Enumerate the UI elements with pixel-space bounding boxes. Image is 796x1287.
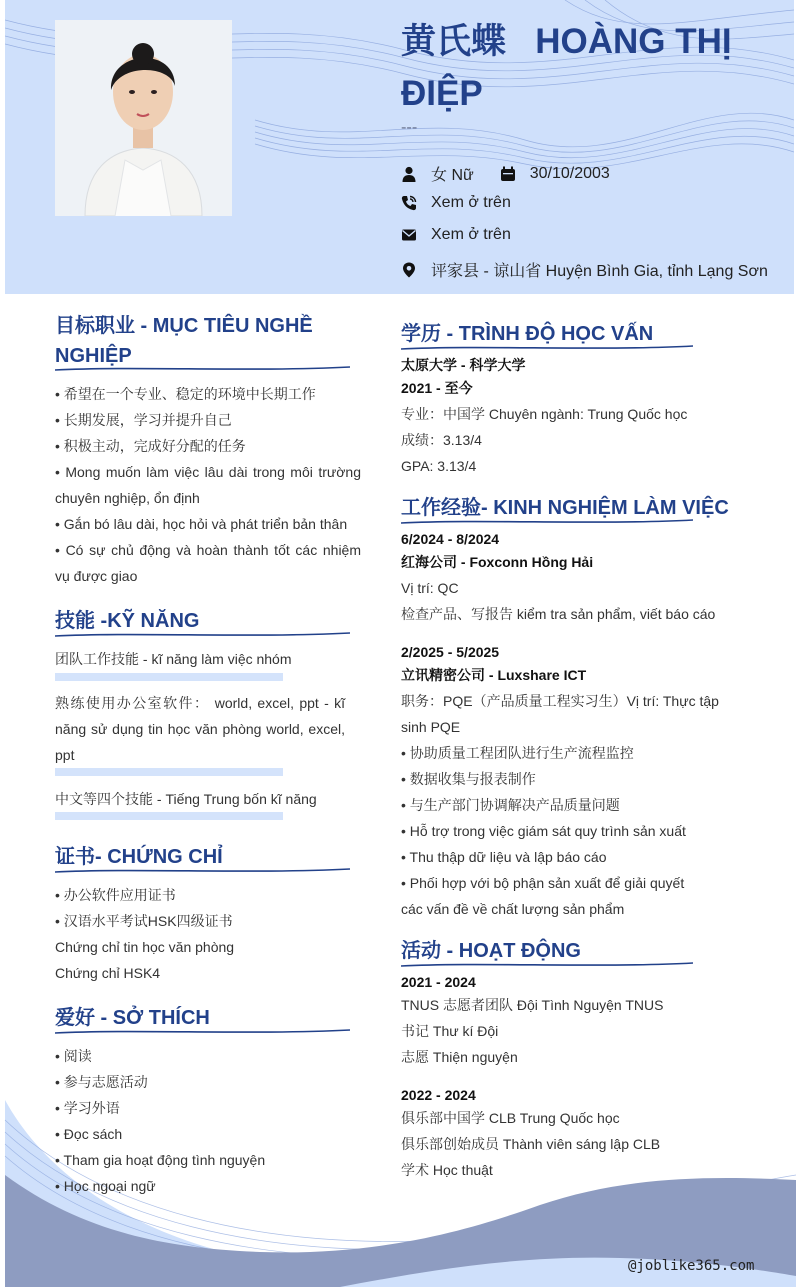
job-line: Vị trí: QC	[401, 580, 459, 596]
list-item: Chứng chỉ HSK4	[55, 965, 161, 981]
objective-title: 目标职业 - MỤC TIÊU NGHỀ NGHIỆP	[55, 315, 313, 367]
skills-underline	[55, 630, 350, 640]
job-line: 检查产品、写报告 kiểm tra sản phẩm, viết báo cáo	[401, 606, 716, 622]
skill-bar	[55, 812, 283, 820]
certificates-list	[55, 882, 355, 986]
activity-line: 书记 Thư kí Đội	[401, 1023, 499, 1039]
education-block	[401, 352, 761, 479]
activity-line: 学术 Học thuật	[401, 1162, 493, 1178]
hobbies-underline	[55, 1027, 350, 1037]
skill-item: 团队工作技能 - kĩ năng làm việc nhóm	[55, 651, 292, 667]
list-item: • Gắn bó lâu dài, học hỏi và phát triển bản thân	[55, 516, 348, 532]
list-item: • Có sự chủ động và hoàn thành tốt các nhiệm vụ được giao	[55, 542, 361, 584]
list-item: • 办公软件应用证书	[55, 887, 176, 903]
email-row	[401, 226, 511, 244]
education-period: 2021 - 至今	[401, 380, 473, 396]
watermark: @joblike365.com	[628, 1258, 755, 1274]
job-period: 2/2025 - 5/2025	[401, 644, 500, 660]
candidate-name	[401, 16, 781, 120]
job-line: • Phối hợp với bộ phận sản xuất để giải quyết các vấn đề về chất lượng sản phẩm	[401, 875, 685, 917]
user-icon	[401, 166, 417, 182]
education-score: 成绩：3.13/4	[401, 432, 482, 448]
activity-period: 2022 - 2024	[401, 1087, 476, 1103]
certificates-title: 证书- CHỨNG CHỈ	[55, 846, 223, 868]
mail-icon	[401, 227, 417, 243]
activity-period: 2021 - 2024	[401, 974, 476, 990]
list-item: • Tham gia hoạt động tình nguyện	[55, 1152, 266, 1168]
activity-line: 俱乐部中国学 CLB Trung Quốc học	[401, 1110, 620, 1126]
job-company: 立讯精密公司 - Luxshare ICT	[401, 667, 587, 683]
job-line: • Hỗ trợ trong việc giám sát quy trình sản xuất	[401, 823, 686, 839]
hobbies-list	[55, 1043, 355, 1199]
list-item: Chứng chỉ tin học văn phòng	[55, 939, 235, 955]
location-icon	[401, 262, 417, 278]
list-item: • Đọc sách	[55, 1126, 123, 1142]
calendar-icon	[500, 166, 516, 182]
activities-title: 活动 - HOẠT ĐỘNG	[401, 940, 581, 962]
job-line: • 数据收集与报表制作	[401, 771, 536, 787]
experience-title: 工作经验- KINH NGHIỆM LÀM VIỆC	[401, 497, 729, 519]
list-item: • 汉语水平考试HSK四级证书	[55, 913, 233, 929]
list-item: • Mong muốn làm việc lâu dài trong môi trường chuyên nghiệp, ổn định	[55, 464, 361, 506]
experience-job	[401, 526, 731, 627]
email-text: Xem ở trên	[431, 226, 511, 243]
activity-line: 俱乐部创始成员 Thành viên sáng lập CLB	[401, 1136, 661, 1152]
objective-list	[55, 381, 361, 589]
skill-item: 熟练使用办公室软件： world, excel, ppt - kĩ năng sử dụng tin học văn phòng world, excel, ppt	[55, 695, 345, 763]
activity-line: TNUS 志愿者团队 Đội Tình Nguyện TNUS	[401, 997, 664, 1013]
activity-line: 志愿 Thiện nguyện	[401, 1049, 518, 1065]
list-item: • Học ngoại ngữ	[55, 1178, 156, 1194]
list-item: • 学习外语	[55, 1100, 120, 1116]
list-item: • 阅读	[55, 1048, 92, 1064]
name-vietnamese: HOÀNG THỊ ĐIỆP	[401, 22, 732, 113]
job-line: • 与生产部门协调解决产品质量问题	[401, 797, 620, 813]
skill-bar	[55, 673, 283, 681]
education-gpa: GPA: 3.13/4	[401, 458, 477, 474]
name-chinese: 黄氏蝶	[401, 22, 507, 61]
gender-row	[401, 162, 610, 185]
objective-underline	[55, 364, 350, 374]
address-text: 评家县 - 谅山省 Huyện Bình Gia, tỉnh Lạng Sơn	[431, 263, 768, 280]
education-major: 专业：中国学 Chuyên ngành: Trung Quốc học	[401, 406, 688, 422]
gender-text: 女 Nữ	[431, 167, 474, 184]
list-item: • 积极主动，完成好分配的任务	[55, 438, 246, 454]
activity-group	[401, 1082, 741, 1183]
list-item: • 参与志愿活动	[55, 1074, 148, 1090]
address-row	[401, 258, 768, 281]
skill-item: 中文等四个技能 - Tiếng Trung bốn kĩ năng	[55, 791, 317, 807]
phone-text: Xem ở trên	[431, 194, 511, 211]
job-title: ---	[401, 118, 418, 136]
hobbies-title: 爱好 - SỞ THÍCH	[55, 1007, 210, 1029]
certificates-underline	[55, 866, 350, 876]
job-line: 职务：PQE（产品质量工程实习生）Vị trí: Thực tập sinh PQE	[401, 693, 719, 735]
school-name: 太原大学 - 科学大学	[401, 357, 526, 373]
list-item: • 希望在一个专业、稳定的环境中长期工作	[55, 386, 316, 402]
activity-group	[401, 969, 741, 1070]
skills-title: 技能 -KỸ NĂNG	[55, 610, 200, 632]
education-title: 学历 - TRÌNH ĐỘ HỌC VẤN	[401, 323, 654, 345]
list-item: • 长期发展，学习并提升自己	[55, 412, 232, 428]
profile-photo	[55, 20, 232, 216]
job-company: 红海公司 - Foxconn Hồng Hải	[401, 554, 594, 570]
birthdate-text: 30/10/2003	[529, 164, 610, 182]
experience-job	[401, 639, 731, 922]
skill-bar	[55, 768, 283, 776]
phone-icon	[401, 195, 417, 211]
phone-row	[401, 194, 511, 212]
job-period: 6/2024 - 8/2024	[401, 531, 500, 547]
job-line: • 协助质量工程团队进行生产流程监控	[401, 745, 634, 761]
job-line: • Thu thập dữ liệu và lập báo cáo	[401, 849, 607, 865]
